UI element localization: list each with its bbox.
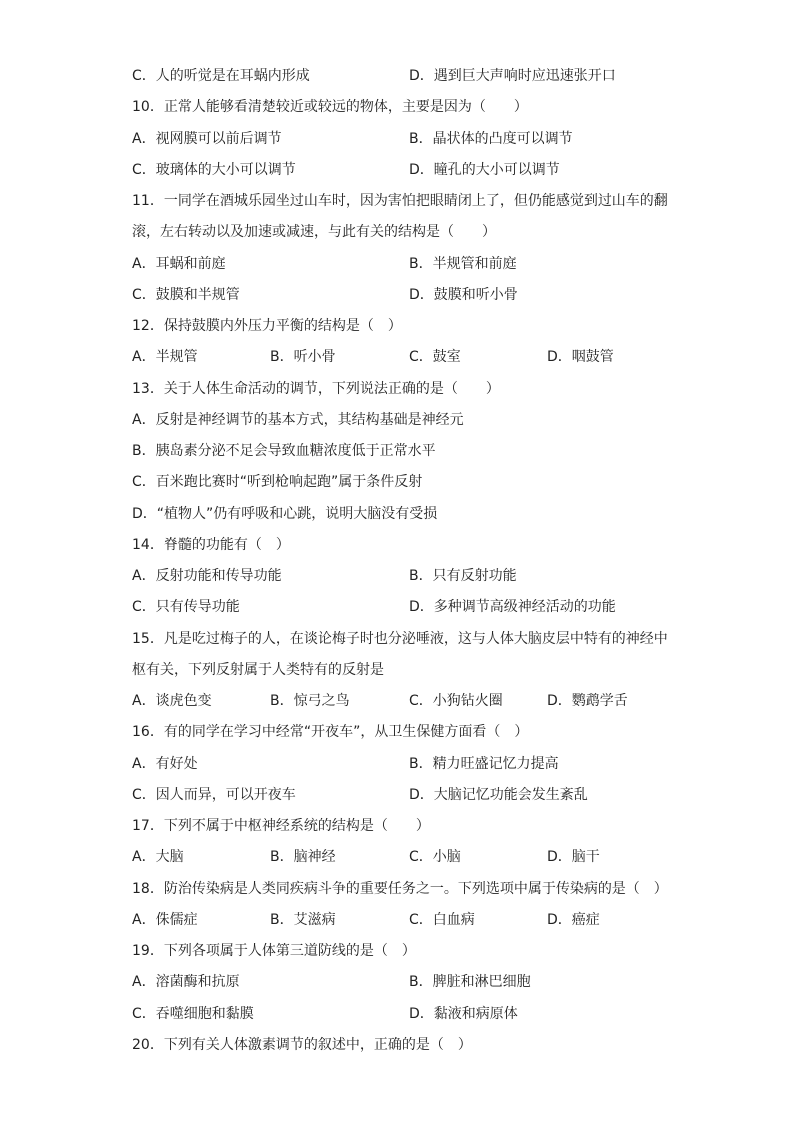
option-a: A．有好处 [132, 756, 198, 772]
option-c: C．鼓室 [409, 349, 461, 365]
option-c: C．小狗钻火圈 [409, 693, 503, 709]
option-a: A．耳蜗和前庭 [132, 256, 226, 272]
question-text: 14．脊髓的功能有（ ） [132, 537, 290, 553]
question-text: 10．正常人能够看清楚较近或较远的物体，主要是因为（ ） [132, 99, 528, 115]
option-a: A．侏儒症 [132, 912, 198, 928]
option-b: B．半规管和前庭 [409, 256, 517, 272]
option-b: D．遇到巨大声响时应迅速张开口 [409, 68, 616, 84]
option-c: C．白血病 [409, 912, 475, 928]
option-a: A．半规管 [132, 349, 198, 365]
option-a: A．视网膜可以前后调节 [132, 131, 282, 147]
option-b: B．只有反射功能 [409, 568, 517, 584]
question-text: 20．下列有关人体激素调节的叙述中，正确的是（ ） [132, 1037, 472, 1053]
option-d: D．脑干 [547, 849, 600, 865]
option-a: A．大脑 [132, 849, 184, 865]
option-a: C．人的听觉是在耳蜗内形成 [132, 68, 310, 84]
option-b: B．晶状体的凸度可以调节 [409, 131, 573, 147]
question-text: D．“植物人”仍有呼吸和心跳，说明大脑没有受损 [132, 506, 438, 522]
option-b: D．鼓膜和听小骨 [409, 287, 518, 303]
option-b: B．精力旺盛记忆力提高 [409, 756, 559, 772]
question-text: 11．一同学在酒城乐园坐过山车时，因为害怕把眼睛闭上了，但仍能感觉到过山车的翻 [132, 193, 668, 209]
option-a: C．吞噬细胞和黏膜 [132, 1006, 254, 1022]
option-a: C．玻璃体的大小可以调节 [132, 162, 296, 178]
question-text: 枢有关，下列反射属于人类特有的反射是 [132, 662, 384, 678]
question-text: 19．下列各项属于人体第三道防线的是（ ） [132, 943, 416, 959]
question-text: A．反射是神经调节的基本方式，其结构基础是神经元 [132, 412, 464, 428]
option-a: C．只有传导功能 [132, 599, 240, 615]
option-d: D．咽鼓管 [547, 349, 614, 365]
question-text: B．胰岛素分泌不足会导致血糖浓度低于正常水平 [132, 443, 436, 459]
option-a: A．反射功能和传导功能 [132, 568, 282, 584]
question-text: 16．有的同学在学习中经常“开夜车”，从卫生保健方面看（ ） [132, 724, 529, 740]
option-b: B．脾脏和淋巴细胞 [409, 974, 531, 990]
option-b: D．黏液和病原体 [409, 1006, 518, 1022]
option-b: B．听小骨 [270, 349, 336, 365]
question-text: 18．防治传染病是人类同疾病斗争的重要任务之一。下列选项中属于传染病的是（ ） [132, 881, 668, 897]
option-d: D．鹦鹉学舌 [547, 693, 628, 709]
option-b: B．艾滋病 [270, 912, 336, 928]
option-b: D．瞳孔的大小可以调节 [409, 162, 560, 178]
question-text: 12．保持鼓膜内外压力平衡的结构是（ ） [132, 318, 402, 334]
option-c: C．小脑 [409, 849, 461, 865]
option-b: D．多种调节高级神经活动的功能 [409, 599, 616, 615]
option-d: D．癌症 [547, 912, 600, 928]
question-text: C．百米跑比赛时“听到枪响起跑”属于条件反射 [132, 474, 423, 490]
question-text: 17．下列不属于中枢神经系统的结构是（ ） [132, 818, 430, 834]
question-text: 13．关于人体生命活动的调节，下列说法正确的是（ ） [132, 381, 500, 397]
option-a: C．鼓膜和半规管 [132, 287, 240, 303]
question-text: 15．凡是吃过梅子的人，在谈论梅子时也分泌唾液，这与人体大脑皮层中特有的神经中 [132, 631, 668, 647]
option-a: A．溶菌酶和抗原 [132, 974, 240, 990]
question-text: 滚，左右转动以及加速或减速，与此有关的结构是（ ） [132, 224, 496, 240]
option-a: A．谈虎色变 [132, 693, 212, 709]
option-b: D．大脑记忆功能会发生紊乱 [409, 787, 588, 803]
option-b: B．脑神经 [270, 849, 336, 865]
option-b: B．惊弓之鸟 [270, 693, 350, 709]
option-a: C．因人而异，可以开夜车 [132, 787, 296, 803]
